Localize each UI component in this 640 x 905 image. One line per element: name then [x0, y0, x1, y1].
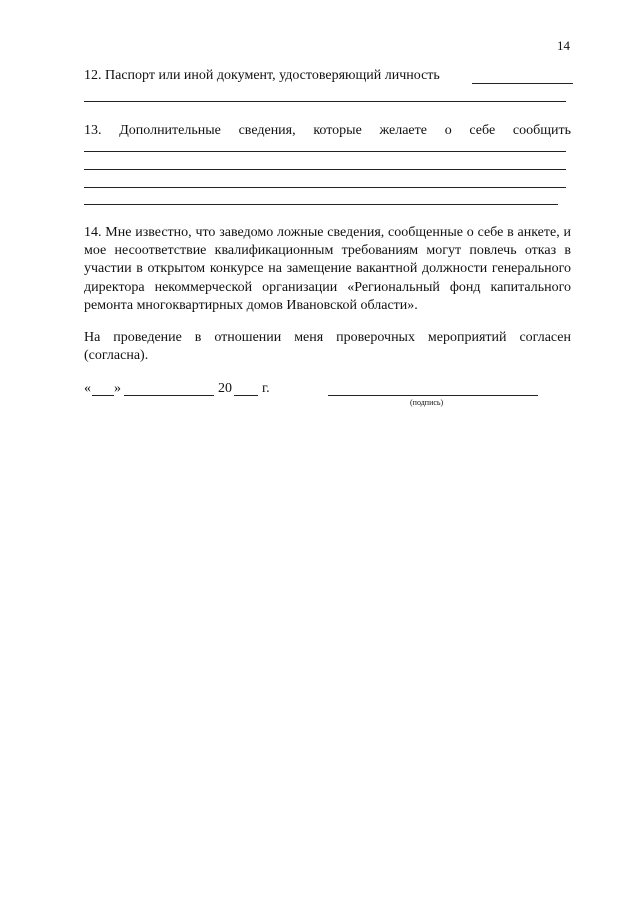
date-day-blank[interactable] — [92, 395, 114, 396]
item-14-paragraph: 14. Мне известно, что заведомо ложные сведения, сообщенные о себе в анкете, и мое несоответствие квалификационным требованиям могут повлечь отказ в участии в открытом конкурсе на замещение вакантной должности генерального директора некоммерческой организации «Региональный фонд капитального ремонта многоквартирных домов Ивановской области». — [84, 225, 571, 313]
item-13-blank-line-2[interactable] — [84, 169, 566, 170]
item-12-blank-line[interactable] — [84, 101, 566, 102]
date-year-suffix: г. — [262, 381, 270, 396]
date-close-quote: » — [114, 381, 121, 396]
item-13-blank-line-3[interactable] — [84, 187, 566, 188]
item-13-label: 13. Дополнительные сведения, которые желаете о себе сообщить — [84, 123, 571, 138]
item-13-blank-line-4[interactable] — [84, 204, 558, 205]
date-month-blank[interactable] — [124, 395, 214, 396]
item-14-consent: На проведение в отношении меня проверочных мероприятий согласен (согласна). — [84, 330, 571, 364]
signature-blank[interactable] — [328, 395, 538, 396]
item-12-blank-inline[interactable] — [472, 83, 573, 84]
date-year-prefix: 20 — [218, 381, 232, 396]
date-year-blank[interactable] — [234, 395, 258, 396]
page-number: 14 — [557, 38, 570, 53]
date-open-quote: « — [84, 381, 91, 396]
item-13-blank-line-1[interactable] — [84, 151, 566, 152]
signature-caption: (подпись) — [410, 398, 444, 407]
item-12-label: 12. Паспорт или иной документ, удостоверяющий личность — [84, 68, 440, 83]
